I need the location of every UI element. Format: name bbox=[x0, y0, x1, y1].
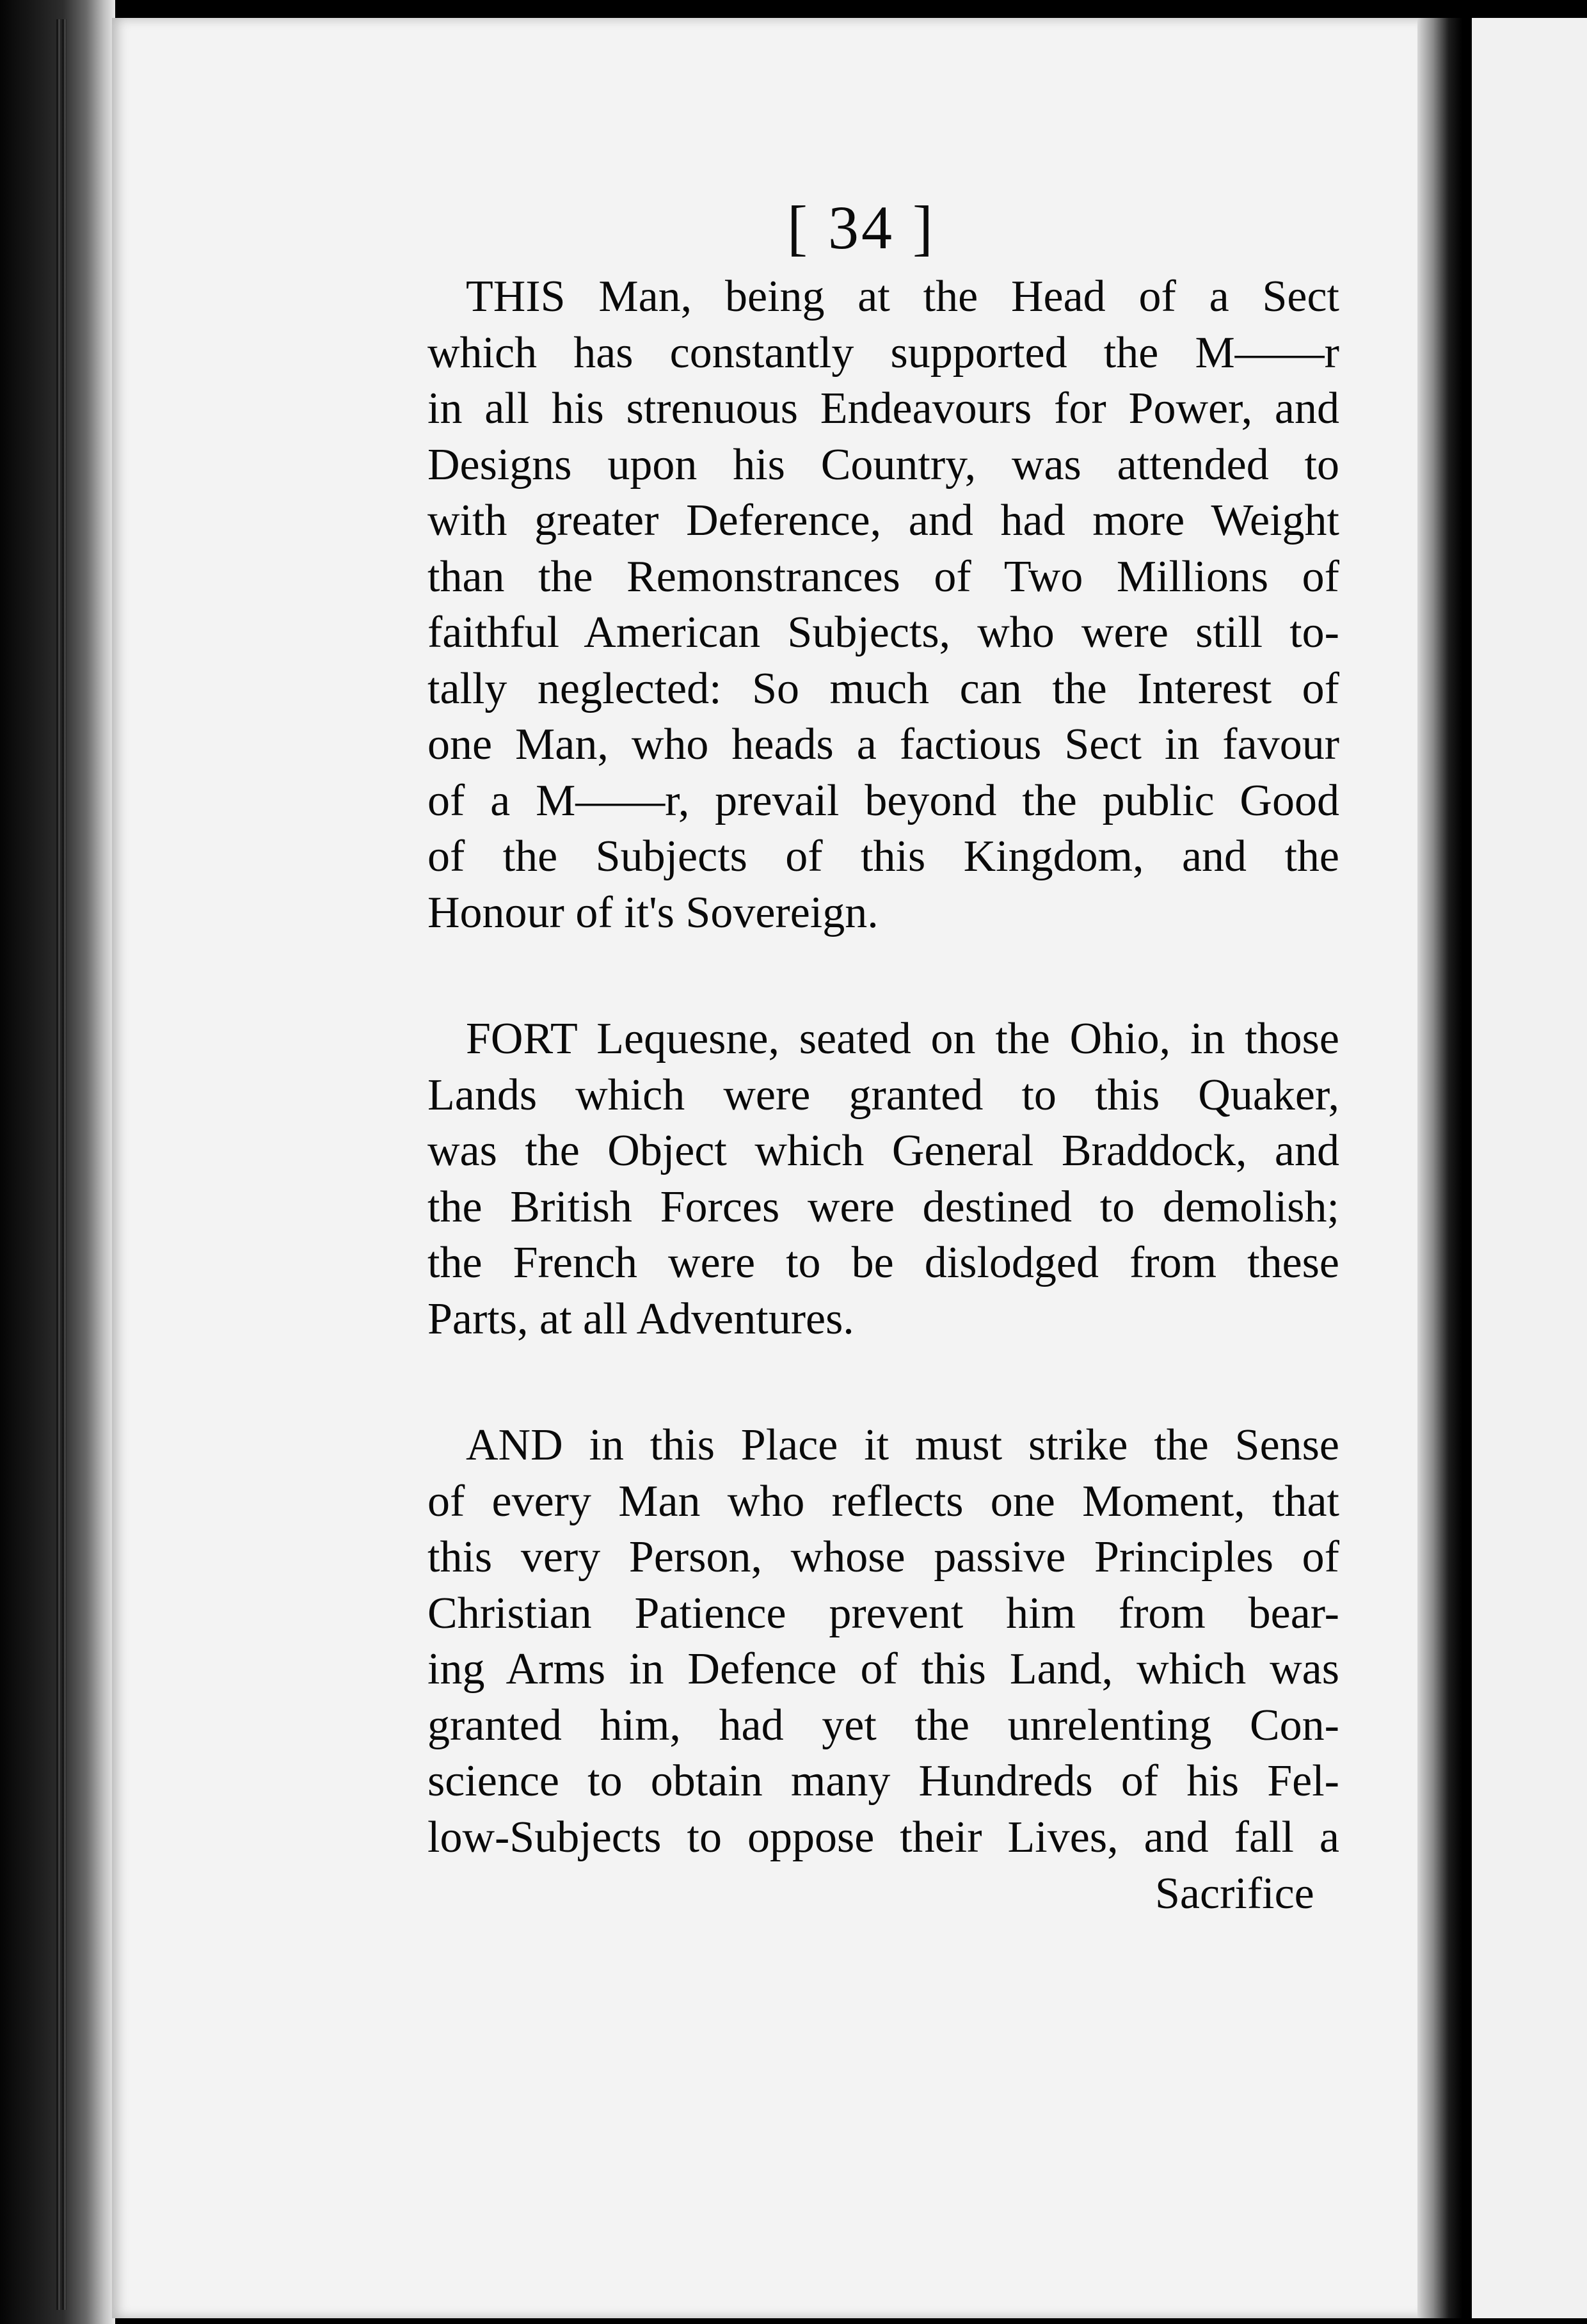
text-line: of every Man who reflects one Moment, that bbox=[427, 1476, 1339, 1526]
text-line: tally neglected: So much can the Interest of bbox=[427, 664, 1339, 713]
text-line: of the Subjects of this Kingdom, and the bbox=[427, 832, 1339, 881]
text-line: this very Person, whose passive Principles of bbox=[427, 1532, 1339, 1582]
text-line: THIS Man, being at the Head of a Sect bbox=[466, 272, 1339, 321]
text-line: Christian Patience prevent him from bear- bbox=[427, 1588, 1339, 1638]
text-line: the French were to be dislodged from these bbox=[427, 1238, 1339, 1287]
paragraph-1 bbox=[427, 269, 1339, 941]
text-line: in all his strenuous Endeavours for Power, and bbox=[427, 384, 1339, 433]
catchword: Sacrifice bbox=[1155, 1869, 1314, 1918]
page-edges bbox=[56, 19, 67, 2310]
text-line: low-Subjects to oppose their Lives, and fall a bbox=[427, 1812, 1339, 1862]
text-line: one Man, who heads a factious Sect in favour bbox=[427, 720, 1339, 769]
text-line: faithful American Subjects, who were still to- bbox=[427, 608, 1339, 657]
text-line: of a M——r, prevail beyond the public Good bbox=[427, 776, 1339, 825]
text-line: Honour of it's Sovereign. bbox=[427, 887, 879, 937]
text-line: science to obtain many Hundreds of his Fel- bbox=[427, 1756, 1339, 1806]
paragraph-3 bbox=[427, 1417, 1339, 1865]
text-line: was the Object which General Braddock, and bbox=[427, 1126, 1339, 1175]
text-line: which has constantly supported the M——r bbox=[427, 328, 1339, 378]
text-line: the British Forces were destined to demolish; bbox=[427, 1182, 1339, 1232]
text-line: Designs upon his Country, was attended to bbox=[427, 440, 1339, 489]
page-number: [ 34 ] bbox=[787, 193, 936, 262]
page-fold-shadow bbox=[1417, 18, 1462, 2318]
text-line: AND in this Place it must strike the Sense bbox=[466, 1421, 1339, 1470]
text-line: with greater Deference, and had more Weight bbox=[427, 496, 1339, 545]
text-line: ing Arms in Defence of this Land, which was bbox=[427, 1644, 1339, 1694]
text-line: granted him, had yet the unrelenting Con- bbox=[427, 1700, 1339, 1750]
body-text bbox=[427, 269, 1339, 1865]
text-line: than the Remonstrances of Two Millions of bbox=[427, 552, 1339, 601]
paragraph-2 bbox=[427, 1011, 1339, 1347]
facing-page-edge bbox=[1472, 18, 1587, 2318]
text-line: Lands which were granted to this Quaker, bbox=[427, 1070, 1339, 1120]
text-line: Parts, at all Adventures. bbox=[427, 1294, 854, 1344]
text-line: FORT Lequesne, seated on the Ohio, in those bbox=[466, 1014, 1339, 1063]
